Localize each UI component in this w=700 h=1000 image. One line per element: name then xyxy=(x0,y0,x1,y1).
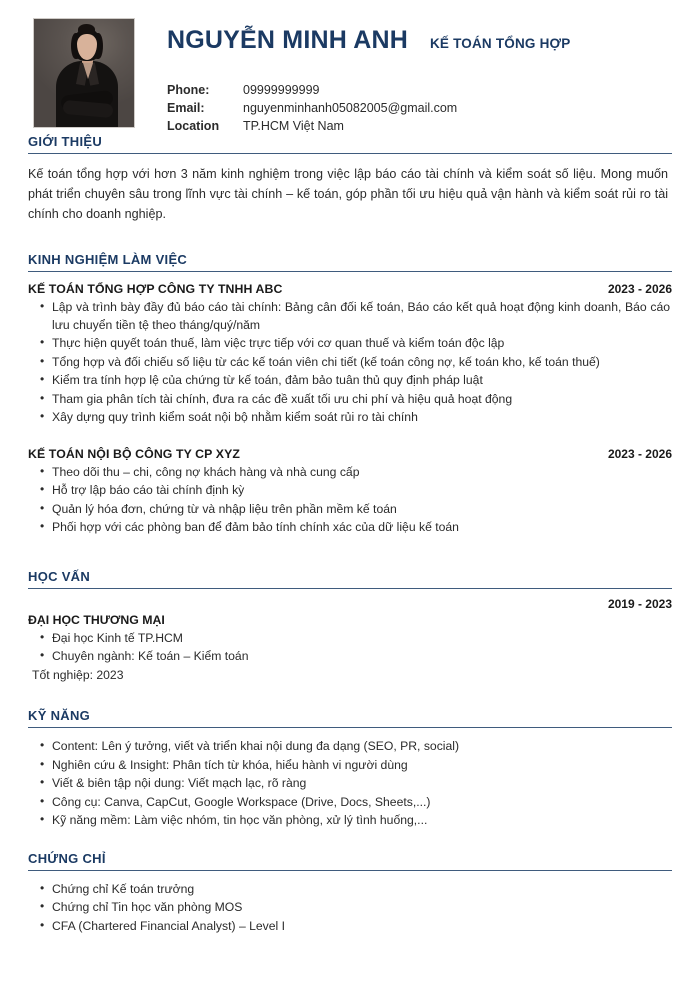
experience-entry-head xyxy=(28,447,672,461)
list-item: • Chứng chỉ Tin học văn phòng MOS xyxy=(52,899,672,917)
list-item: • Chứng chỉ Kế toán trưởng xyxy=(52,881,672,899)
email-label: Email: xyxy=(167,101,205,115)
list-item: • Tham gia phân tích tài chính, đưa ra các đề xuất tối ưu chi phí và hiệu quả hoạt động xyxy=(52,391,672,409)
candidate-job-title: KẾ TOÁN TỔNG HỢP xyxy=(429,36,571,51)
phone-value[interactable]: 09999999999 xyxy=(243,83,320,97)
section-divider-experience xyxy=(28,271,672,272)
section-skills xyxy=(28,708,672,830)
skills-bullet-list xyxy=(28,738,672,830)
section-title-intro: GIỚI THIỆU xyxy=(28,134,103,149)
education-graduation: Tốt nghiệp: 2023 xyxy=(32,667,124,682)
resume-header xyxy=(28,0,672,132)
section-title-certificates: CHỨNG CHỈ xyxy=(28,850,106,866)
experience-date: 2023 - 2026 xyxy=(607,446,672,461)
experience-role: KẾ TOÁN TỔNG HỢP CÔNG TY TNHH ABC xyxy=(28,282,283,296)
list-item: • Xây dựng quy trình kiểm soát nội bộ nhằm kiểm soát rủi ro tài chính xyxy=(52,409,672,427)
candidate-name: NGUYỄN MINH ANH xyxy=(167,26,408,54)
experience-entry xyxy=(28,282,672,427)
contact-block xyxy=(167,81,672,135)
experience-entry-head xyxy=(28,282,672,296)
header-text-block xyxy=(135,18,672,135)
contact-row-email xyxy=(167,99,672,117)
education-school: ĐẠI HỌC THƯƠNG MẠI xyxy=(28,612,165,627)
section-divider-intro xyxy=(28,153,672,154)
section-certificates xyxy=(28,851,672,936)
location-label: Location xyxy=(167,119,220,133)
list-item: • Content: Lên ý tưởng, viết và triển khai nội dung đa dạng (SEO, PR, social) xyxy=(52,738,672,756)
email-value[interactable]: nguyenminhanh05082005@gmail.com xyxy=(243,101,458,115)
intro-text: Kế toán tổng hợp với hơn 3 năm kinh nghiệm trong việc lập báo cáo tài chính và kiểm soát số liệu. Mong muốn phát triển chuyên sâu trong lĩnh vực tài chính – kế toán, góp phần tối ưu hiệu quả vận hành và kiểm soát rủi ro tài chính cho doanh nghiệp. xyxy=(28,167,668,221)
certificates-bullet-list xyxy=(28,881,672,936)
experience-entry xyxy=(28,447,672,537)
list-item: • Chuyên ngành: Kế toán – Kiểm toán xyxy=(52,648,672,666)
list-item: • Tổng hợp và đối chiếu số liệu từ các kế toán viên chi tiết (kế toán công nợ, kế toán kho, kế toán thuế) xyxy=(52,354,672,372)
list-item: • CFA (Chartered Financial Analyst) – Level I xyxy=(52,918,672,936)
education-date-row xyxy=(28,597,672,611)
list-item: • Theo dõi thu – chi, công nợ khách hàng và nhà cung cấp xyxy=(52,464,672,482)
list-item: • Đại học Kinh tế TP.HCM xyxy=(52,630,672,648)
list-item: • Quản lý hóa đơn, chứng từ và nhập liệu trên phần mềm kế toán xyxy=(52,501,672,519)
contact-row-location xyxy=(167,117,672,135)
experience-bullet-list xyxy=(28,299,672,427)
profile-photo xyxy=(33,18,135,128)
education-bullet-list xyxy=(28,630,672,666)
section-divider-certificates xyxy=(28,870,672,871)
name-row xyxy=(167,26,672,55)
experience-role: KẾ TOÁN NỘI BỘ CÔNG TY CP XYZ xyxy=(28,446,240,461)
section-divider-skills xyxy=(28,727,672,728)
list-item: • Thực hiện quyết toán thuế, làm việc trực tiếp với cơ quan thuế và kiểm toán độc lập xyxy=(52,335,672,353)
education-date: 2019 - 2023 xyxy=(607,596,672,611)
contact-row-phone xyxy=(167,81,672,99)
list-item: • Hỗ trợ lập báo cáo tài chính định kỳ xyxy=(52,482,672,500)
section-education xyxy=(28,569,672,685)
list-item: • Lập và trình bày đầy đủ báo cáo tài chính: Bảng cân đối kế toán, Báo cáo kết quả hoạt động kinh doanh, Báo cáo lưu chuyển tiền tệ theo tháng/quý/năm xyxy=(52,299,672,334)
section-title-experience: KINH NGHIỆM LÀM VIỆC xyxy=(28,252,188,267)
phone-label: Phone: xyxy=(167,83,210,97)
list-item: • Nghiên cứu & Insight: Phân tích từ khóa, hiểu hành vi người dùng xyxy=(52,757,672,775)
section-experience xyxy=(28,252,672,537)
section-intro xyxy=(28,134,672,224)
list-item: • Kỹ năng mềm: Làm việc nhóm, tin học văn phòng, xử lý tình huống,... xyxy=(52,812,672,830)
list-item: • Viết & biên tập nội dung: Viết mạch lạc, rõ ràng xyxy=(52,775,672,793)
list-item: • Kiểm tra tính hợp lệ của chứng từ kế toán, đảm bảo tuân thủ quy định pháp luật xyxy=(52,372,672,390)
list-item: • Công cụ: Canva, CapCut, Google Workspace (Drive, Docs, Sheets,...) xyxy=(52,794,672,812)
location-value: TP.HCM Việt Nam xyxy=(243,119,344,133)
section-title-skills: KỸ NĂNG xyxy=(28,708,91,723)
section-title-education: HỌC VẤN xyxy=(28,568,91,584)
experience-bullet-list xyxy=(28,464,672,537)
section-divider-education xyxy=(28,588,672,589)
experience-date: 2023 - 2026 xyxy=(607,282,672,296)
list-item: • Phối hợp với các phòng ban để đảm bảo tính chính xác của dữ liệu kế toán xyxy=(52,519,672,537)
